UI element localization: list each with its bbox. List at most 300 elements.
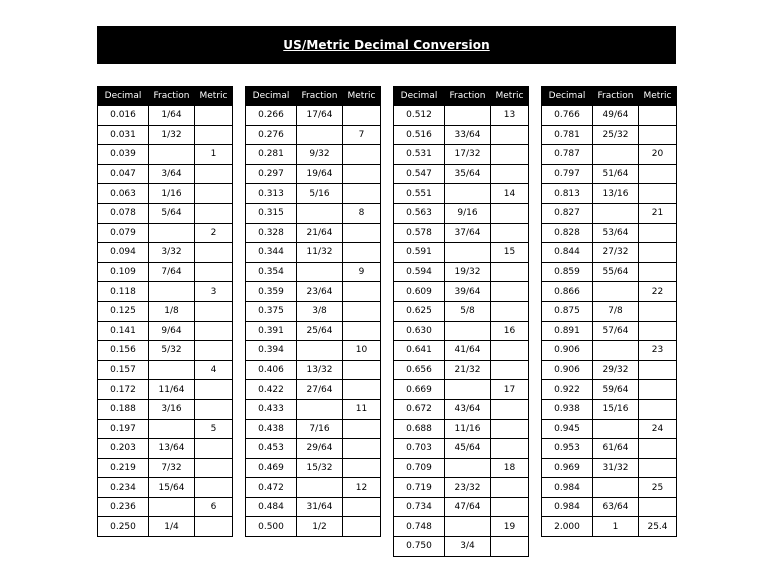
table-row <box>542 399 677 419</box>
table-row <box>394 106 529 126</box>
conversion-table-2 <box>245 86 381 537</box>
metric-cell: 11 <box>343 399 381 419</box>
decimal-cell: 0.359 <box>246 282 297 302</box>
metric-cell: 17 <box>491 380 529 400</box>
metric-cell <box>491 223 529 243</box>
decimal-cell: 0.547 <box>394 164 445 184</box>
decimal-cell: 0.859 <box>542 262 593 282</box>
fraction-cell: 3/64 <box>149 164 195 184</box>
table-row <box>542 145 677 165</box>
metric-cell <box>195 184 233 204</box>
decimal-cell: 0.906 <box>542 341 593 361</box>
decimal-cell: 0.156 <box>98 341 149 361</box>
metric-cell: 22 <box>639 282 677 302</box>
conversion-table-1 <box>97 86 233 537</box>
header-metric: Metric <box>195 87 233 106</box>
decimal-cell: 0.236 <box>98 497 149 517</box>
metric-cell: 3 <box>195 282 233 302</box>
metric-cell <box>195 380 233 400</box>
table-row <box>98 301 233 321</box>
decimal-cell: 0.766 <box>542 106 593 126</box>
fraction-cell: 3/8 <box>297 301 343 321</box>
decimal-cell: 0.551 <box>394 184 445 204</box>
page-title: US/Metric Decimal Conversion <box>283 38 490 52</box>
table-row <box>542 341 677 361</box>
decimal-cell: 0.578 <box>394 223 445 243</box>
table-row <box>246 439 381 459</box>
metric-cell: 25 <box>639 478 677 498</box>
decimal-cell: 0.078 <box>98 203 149 223</box>
decimal-cell: 0.945 <box>542 419 593 439</box>
decimal-cell: 0.641 <box>394 341 445 361</box>
metric-cell: 12 <box>343 478 381 498</box>
fraction-cell: 7/8 <box>593 301 639 321</box>
fraction-cell: 31/32 <box>593 458 639 478</box>
fraction-cell: 27/32 <box>593 243 639 263</box>
fraction-cell <box>445 517 491 537</box>
fraction-cell: 11/16 <box>445 419 491 439</box>
table-row <box>542 458 677 478</box>
header-fraction: Fraction <box>149 87 195 106</box>
fraction-cell: 7/32 <box>149 458 195 478</box>
metric-cell <box>639 106 677 126</box>
decimal-cell: 0.512 <box>394 106 445 126</box>
decimal-cell: 0.406 <box>246 360 297 380</box>
fraction-cell: 13/16 <box>593 184 639 204</box>
metric-cell: 23 <box>639 341 677 361</box>
fraction-cell: 51/64 <box>593 164 639 184</box>
table-row <box>98 164 233 184</box>
header-metric: Metric <box>639 87 677 106</box>
header-decimal: Decimal <box>394 87 445 106</box>
table-row <box>394 262 529 282</box>
fraction-cell: 27/64 <box>297 380 343 400</box>
decimal-cell: 0.672 <box>394 399 445 419</box>
fraction-cell <box>297 399 343 419</box>
metric-cell <box>343 145 381 165</box>
metric-cell <box>195 321 233 341</box>
table-row <box>394 145 529 165</box>
decimal-cell: 0.453 <box>246 439 297 459</box>
table-row <box>246 223 381 243</box>
decimal-cell: 0.391 <box>246 321 297 341</box>
metric-cell: 9 <box>343 262 381 282</box>
fraction-cell: 23/64 <box>297 282 343 302</box>
metric-cell: 20 <box>639 145 677 165</box>
table-row <box>98 223 233 243</box>
decimal-cell: 0.203 <box>98 439 149 459</box>
metric-cell <box>491 537 529 557</box>
decimal-cell: 0.703 <box>394 439 445 459</box>
metric-cell <box>639 301 677 321</box>
metric-cell <box>639 125 677 145</box>
decimal-cell: 0.188 <box>98 399 149 419</box>
metric-cell <box>639 458 677 478</box>
table-row <box>542 419 677 439</box>
fraction-cell <box>149 145 195 165</box>
header-decimal: Decimal <box>98 87 149 106</box>
fraction-cell: 25/32 <box>593 125 639 145</box>
metric-cell <box>639 439 677 459</box>
metric-cell <box>343 419 381 439</box>
fraction-cell <box>149 282 195 302</box>
table-row <box>394 301 529 321</box>
metric-cell: 19 <box>491 517 529 537</box>
metric-cell: 5 <box>195 419 233 439</box>
metric-cell <box>491 341 529 361</box>
fraction-cell: 25/64 <box>297 321 343 341</box>
decimal-cell: 0.719 <box>394 478 445 498</box>
metric-cell: 4 <box>195 360 233 380</box>
metric-cell <box>195 164 233 184</box>
metric-cell: 25.4 <box>639 517 677 537</box>
fraction-cell: 5/32 <box>149 341 195 361</box>
decimal-cell: 0.906 <box>542 360 593 380</box>
table-row <box>98 243 233 263</box>
table-row <box>246 262 381 282</box>
decimal-cell: 0.591 <box>394 243 445 263</box>
decimal-cell: 0.281 <box>246 145 297 165</box>
decimal-cell: 0.047 <box>98 164 149 184</box>
table-row <box>246 184 381 204</box>
table-row <box>246 282 381 302</box>
fraction-cell: 39/64 <box>445 282 491 302</box>
metric-cell <box>491 478 529 498</box>
metric-cell <box>343 282 381 302</box>
fraction-cell: 13/32 <box>297 360 343 380</box>
decimal-cell: 0.827 <box>542 203 593 223</box>
metric-cell <box>639 497 677 517</box>
table-row <box>394 458 529 478</box>
decimal-cell: 0.594 <box>394 262 445 282</box>
table-row <box>98 517 233 537</box>
decimal-cell: 0.938 <box>542 399 593 419</box>
decimal-cell: 0.433 <box>246 399 297 419</box>
table-row <box>542 380 677 400</box>
metric-cell: 1 <box>195 145 233 165</box>
decimal-cell: 0.484 <box>246 497 297 517</box>
fraction-cell <box>149 223 195 243</box>
table-row <box>98 497 233 517</box>
header-metric: Metric <box>491 87 529 106</box>
metric-cell <box>195 439 233 459</box>
metric-cell <box>195 106 233 126</box>
decimal-cell: 0.234 <box>98 478 149 498</box>
decimal-cell: 0.609 <box>394 282 445 302</box>
fraction-cell: 3/32 <box>149 243 195 263</box>
decimal-cell: 0.669 <box>394 380 445 400</box>
decimal-cell: 0.094 <box>98 243 149 263</box>
fraction-cell: 5/64 <box>149 203 195 223</box>
fraction-cell: 1/64 <box>149 106 195 126</box>
table-row <box>394 380 529 400</box>
decimal-cell: 0.354 <box>246 262 297 282</box>
metric-cell <box>195 458 233 478</box>
table-row <box>394 478 529 498</box>
fraction-cell: 29/64 <box>297 439 343 459</box>
table-row <box>98 106 233 126</box>
fraction-cell: 37/64 <box>445 223 491 243</box>
metric-cell <box>639 360 677 380</box>
fraction-cell: 17/64 <box>297 106 343 126</box>
fraction-cell <box>297 262 343 282</box>
table-row <box>246 360 381 380</box>
fraction-cell: 19/32 <box>445 262 491 282</box>
decimal-cell: 0.219 <box>98 458 149 478</box>
table-row <box>542 517 677 537</box>
metric-cell <box>639 399 677 419</box>
decimal-cell: 0.787 <box>542 145 593 165</box>
metric-cell <box>343 497 381 517</box>
table-row <box>98 262 233 282</box>
table-row <box>98 458 233 478</box>
table-row <box>246 301 381 321</box>
table-row <box>246 497 381 517</box>
table-row <box>98 399 233 419</box>
metric-cell <box>343 164 381 184</box>
table-row <box>542 439 677 459</box>
metric-cell: 10 <box>343 341 381 361</box>
table-row <box>394 439 529 459</box>
table-row <box>394 517 529 537</box>
fraction-cell: 15/16 <box>593 399 639 419</box>
decimal-cell: 0.125 <box>98 301 149 321</box>
decimal-cell: 0.828 <box>542 223 593 243</box>
fraction-cell: 19/64 <box>297 164 343 184</box>
header-metric: Metric <box>343 87 381 106</box>
decimal-cell: 0.656 <box>394 360 445 380</box>
conversion-table-4 <box>541 86 677 537</box>
decimal-cell: 0.016 <box>98 106 149 126</box>
metric-cell <box>195 517 233 537</box>
table-row <box>246 203 381 223</box>
decimal-cell: 0.969 <box>542 458 593 478</box>
fraction-cell: 15/64 <box>149 478 195 498</box>
fraction-cell: 17/32 <box>445 145 491 165</box>
decimal-cell: 0.250 <box>98 517 149 537</box>
metric-cell: 7 <box>343 125 381 145</box>
table-row <box>542 282 677 302</box>
table-row <box>246 164 381 184</box>
fraction-cell: 9/64 <box>149 321 195 341</box>
table-row <box>246 125 381 145</box>
decimal-cell: 0.984 <box>542 497 593 517</box>
decimal-cell: 0.516 <box>394 125 445 145</box>
metric-cell <box>491 145 529 165</box>
metric-cell <box>343 517 381 537</box>
metric-cell <box>343 439 381 459</box>
metric-cell: 24 <box>639 419 677 439</box>
table-row <box>98 360 233 380</box>
metric-cell <box>195 125 233 145</box>
table-row <box>246 419 381 439</box>
table-row <box>542 497 677 517</box>
decimal-cell: 0.422 <box>246 380 297 400</box>
table-row <box>542 360 677 380</box>
fraction-cell: 63/64 <box>593 497 639 517</box>
table-row <box>394 321 529 341</box>
fraction-cell: 5/16 <box>297 184 343 204</box>
metric-cell <box>195 478 233 498</box>
decimal-cell: 0.472 <box>246 478 297 498</box>
decimal-cell: 0.375 <box>246 301 297 321</box>
decimal-cell: 0.797 <box>542 164 593 184</box>
table-row <box>394 360 529 380</box>
decimal-cell: 0.630 <box>394 321 445 341</box>
fraction-cell <box>445 243 491 263</box>
decimal-cell: 0.157 <box>98 360 149 380</box>
fraction-cell: 1/2 <box>297 517 343 537</box>
conversion-table-3 <box>393 86 529 557</box>
decimal-cell: 0.813 <box>542 184 593 204</box>
fraction-cell <box>445 184 491 204</box>
metric-cell <box>195 203 233 223</box>
decimal-cell: 0.748 <box>394 517 445 537</box>
metric-cell <box>195 341 233 361</box>
fraction-cell: 59/64 <box>593 380 639 400</box>
metric-cell <box>491 439 529 459</box>
fraction-cell: 9/16 <box>445 203 491 223</box>
table-row <box>98 439 233 459</box>
metric-cell <box>491 419 529 439</box>
decimal-cell: 0.079 <box>98 223 149 243</box>
fraction-cell: 45/64 <box>445 439 491 459</box>
metric-cell <box>639 321 677 341</box>
fraction-cell: 11/32 <box>297 243 343 263</box>
metric-cell: 18 <box>491 458 529 478</box>
metric-cell: 21 <box>639 203 677 223</box>
decimal-cell: 0.844 <box>542 243 593 263</box>
table-row <box>542 164 677 184</box>
metric-cell <box>491 262 529 282</box>
fraction-cell: 1/8 <box>149 301 195 321</box>
fraction-cell: 7/16 <box>297 419 343 439</box>
fraction-cell: 1/4 <box>149 517 195 537</box>
fraction-cell: 47/64 <box>445 497 491 517</box>
table-row <box>542 243 677 263</box>
fraction-cell: 53/64 <box>593 223 639 243</box>
metric-cell <box>639 223 677 243</box>
metric-cell <box>343 106 381 126</box>
metric-cell <box>491 282 529 302</box>
table-row <box>394 419 529 439</box>
metric-cell <box>639 262 677 282</box>
decimal-cell: 0.709 <box>394 458 445 478</box>
fraction-cell <box>593 341 639 361</box>
table-row <box>542 301 677 321</box>
metric-cell <box>343 458 381 478</box>
fraction-cell: 21/64 <box>297 223 343 243</box>
decimal-cell: 0.118 <box>98 282 149 302</box>
metric-cell: 2 <box>195 223 233 243</box>
header-fraction: Fraction <box>593 87 639 106</box>
metric-cell: 16 <box>491 321 529 341</box>
decimal-cell: 0.328 <box>246 223 297 243</box>
metric-cell <box>343 321 381 341</box>
fraction-cell: 61/64 <box>593 439 639 459</box>
decimal-cell: 0.266 <box>246 106 297 126</box>
fraction-cell <box>297 125 343 145</box>
fraction-cell: 41/64 <box>445 341 491 361</box>
fraction-cell: 55/64 <box>593 262 639 282</box>
table-row <box>246 458 381 478</box>
fraction-cell: 23/32 <box>445 478 491 498</box>
fraction-cell: 43/64 <box>445 399 491 419</box>
metric-cell: 15 <box>491 243 529 263</box>
table-row <box>98 478 233 498</box>
metric-cell <box>491 399 529 419</box>
table-row <box>246 341 381 361</box>
fraction-cell: 13/64 <box>149 439 195 459</box>
fraction-cell: 1/32 <box>149 125 195 145</box>
table-row <box>394 399 529 419</box>
table-row <box>246 399 381 419</box>
decimal-cell: 0.039 <box>98 145 149 165</box>
header-decimal: Decimal <box>542 87 593 106</box>
decimal-cell: 0.953 <box>542 439 593 459</box>
metric-cell <box>343 301 381 321</box>
decimal-cell: 0.875 <box>542 301 593 321</box>
table-header-row <box>246 87 381 106</box>
table-row <box>98 341 233 361</box>
fraction-cell <box>593 282 639 302</box>
fraction-cell <box>445 106 491 126</box>
table-row <box>98 282 233 302</box>
metric-cell <box>639 184 677 204</box>
table-row <box>542 125 677 145</box>
fraction-cell: 11/64 <box>149 380 195 400</box>
decimal-cell: 0.469 <box>246 458 297 478</box>
metric-cell <box>639 243 677 263</box>
metric-cell <box>491 203 529 223</box>
metric-cell <box>343 223 381 243</box>
decimal-cell: 0.922 <box>542 380 593 400</box>
header-fraction: Fraction <box>297 87 343 106</box>
decimal-cell: 0.984 <box>542 478 593 498</box>
table-row <box>98 145 233 165</box>
metric-cell <box>343 184 381 204</box>
table-row <box>246 478 381 498</box>
table-row <box>394 184 529 204</box>
table-row <box>98 419 233 439</box>
decimal-cell: 0.297 <box>246 164 297 184</box>
table-row <box>542 184 677 204</box>
decimal-cell: 0.625 <box>394 301 445 321</box>
decimal-cell: 0.063 <box>98 184 149 204</box>
table-row <box>542 478 677 498</box>
table-row <box>98 125 233 145</box>
fraction-cell: 29/32 <box>593 360 639 380</box>
table-row <box>98 203 233 223</box>
fraction-cell: 35/64 <box>445 164 491 184</box>
metric-cell <box>491 301 529 321</box>
fraction-cell <box>297 478 343 498</box>
fraction-cell <box>445 380 491 400</box>
fraction-cell: 3/16 <box>149 399 195 419</box>
table-row <box>98 321 233 341</box>
table-header-row <box>394 87 529 106</box>
decimal-cell: 0.197 <box>98 419 149 439</box>
decimal-cell: 2.000 <box>542 517 593 537</box>
table-header-row <box>542 87 677 106</box>
table-row <box>394 243 529 263</box>
table-row <box>394 341 529 361</box>
table-row <box>246 106 381 126</box>
fraction-cell: 49/64 <box>593 106 639 126</box>
fraction-cell: 3/4 <box>445 537 491 557</box>
fraction-cell <box>445 458 491 478</box>
table-row <box>542 262 677 282</box>
